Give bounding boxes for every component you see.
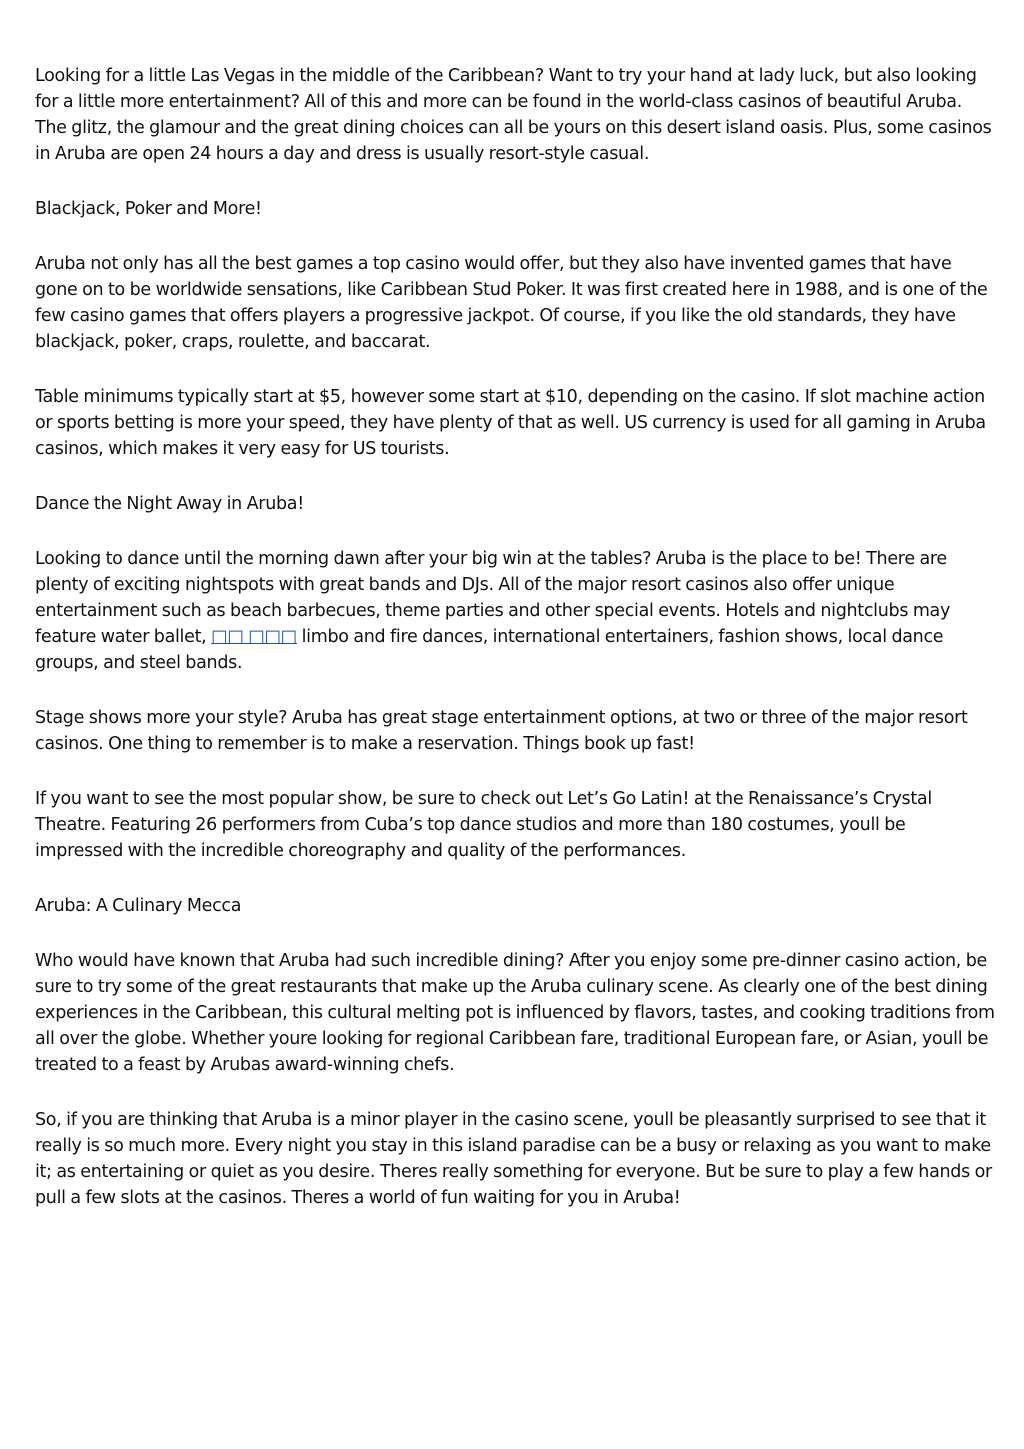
popular-show-paragraph: If you want to see the most popular show, be sure to check out Let’s Go Latin! at the Renaissance’s Crystal Theatre. Featuring 26 performers from Cuba’s top dance studios and more than 180 costumes, youll be impressed with the incredible choreography and quality of the performances. <box>35 789 932 861</box>
games-paragraph: Aruba not only has all the best games a top casino would offer, but they also have invented games that have gone on to be worldwide sensations, like Caribbean Stud Poker. It was first created here in 1988, and is one of the few casino games that offers players a progressive jackpot. Of course, if you like the old standards, they have blackjack, poker, craps, roulette, and baccarat. <box>35 254 988 352</box>
dining-paragraph: Who would have known that Aruba had such incredible dining? After you enjoy some pre-dinner casino action, be sure to try some of the great restaurants that make up the Aruba culinary scene. As clearly one of the best dining experiences in the Caribbean, this cultural melting pot is influenced by flavors, tastes, and cooking traditions from all over the globe. Whether youre looking for regional Caribbean fare, traditional European fare, or Asian, youll be treated to a feast by Arubas award-winning chefs. <box>35 951 995 1075</box>
document-body <box>35 63 995 1240</box>
inline-link[interactable]: □□ □□□ <box>211 627 297 647</box>
intro-paragraph: Looking for a little Las Vegas in the middle of the Caribbean? Want to try your hand at lady luck, but also looking for a little more entertainment? All of this and more can be found in the world-class casinos of beautiful Aruba. The glitz, the glamour and the great dining choices can all be yours on this desert island oasis. Plus, some casinos in Aruba are open 24 hours a day and dress is usually resort-style casual. <box>35 66 992 164</box>
nightlife-text-after: limbo and fire dances, international entertainers, fashion shows, local dance groups, and steel bands. <box>35 627 944 673</box>
stage-shows-paragraph: Stage shows more your style? Aruba has great stage entertainment options, at two or three of the major resort casinos. One thing to remember is to make a reservation. Things book up fast! <box>35 708 968 754</box>
section-heading-culinary: Aruba: A Culinary Mecca <box>35 896 242 916</box>
closing-paragraph: So, if you are thinking that Aruba is a minor player in the casino scene, youll be pleasantly surprised to see that it really is so much more. Every night you stay in this island paradise can be a busy or relaxing as you want to make it; as entertaining or quiet as you desire. Theres really something for everyone. But be sure to play a few hands or pull a few slots at the casinos. Theres a world of fun waiting for you in Aruba! <box>35 1110 992 1208</box>
table-minimums-paragraph: Table minimums typically start at $5, however some start at $10, depending on the casino. If slot machine action or sports betting is more your speed, they have plenty of that as well. US currency is used for all gaming in Aruba casinos, which makes it very easy for US tourists. <box>35 387 986 459</box>
nightlife-paragraph <box>35 546 995 676</box>
section-heading-blackjack: Blackjack, Poker and More! <box>35 199 262 219</box>
nightlife-text-before: Looking to dance until the morning dawn after your big win at the tables? Aruba is the place to be! There are plenty of exciting nightspots with great bands and DJs. All of the major resort casinos also offer unique entertainment such as beach barbecues, theme parties and other special events. Hotels and nightclubs may feature water ballet, <box>35 549 951 647</box>
section-heading-dance: Dance the Night Away in Aruba! <box>35 494 304 514</box>
